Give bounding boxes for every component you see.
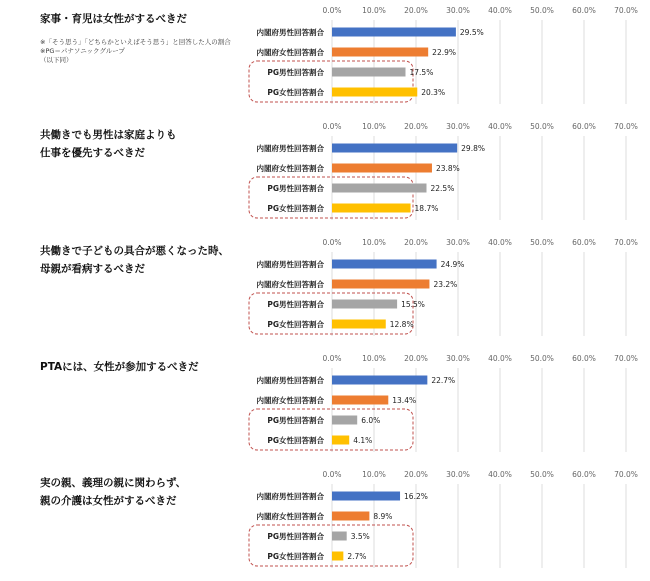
- x-tick-label: 10.0%: [362, 6, 386, 15]
- x-tick-label: 0.0%: [322, 354, 342, 363]
- x-tick-label: 20.0%: [404, 238, 428, 247]
- data-label: 20.3%: [421, 88, 446, 97]
- category-label: PG男性回答割合: [267, 68, 324, 77]
- data-label: 12.8%: [389, 320, 414, 329]
- bar-chart: [0, 0, 650, 112]
- category-label: PG女性回答割合: [267, 436, 324, 445]
- category-label: PG男性回答割合: [267, 184, 324, 193]
- chart-title: 家事・育児は女性がするべきだ: [40, 13, 187, 25]
- data-label: 2.7%: [347, 552, 367, 561]
- category-label: PG男性回答割合: [267, 300, 324, 309]
- bar: [332, 260, 437, 269]
- data-label: 29.8%: [461, 144, 485, 153]
- x-tick-label: 70.0%: [614, 122, 638, 131]
- category-label: PG男性回答割合: [267, 416, 324, 425]
- data-label: 17.5%: [409, 68, 434, 77]
- chart-panel-5: [0, 464, 650, 576]
- category-label: PG女性回答割合: [267, 204, 324, 213]
- category-label: 内閣府女性回答割合: [256, 396, 324, 405]
- x-tick-label: 70.0%: [614, 238, 638, 247]
- x-tick-label: 20.0%: [404, 354, 428, 363]
- chart-title: 共働きで子どもの具合が悪くなった時、 母親が看病するべきだ: [40, 245, 229, 275]
- bar: [332, 376, 427, 385]
- bar: [332, 88, 417, 97]
- bar: [332, 204, 411, 213]
- bar: [332, 184, 427, 193]
- bar: [332, 492, 400, 501]
- bar: [332, 396, 388, 405]
- x-tick-label: 70.0%: [614, 354, 638, 363]
- category-label: 内閣府男性回答割合: [256, 28, 324, 37]
- x-tick-label: 60.0%: [572, 6, 596, 15]
- bar: [332, 48, 428, 57]
- category-label: 内閣府男性回答割合: [256, 144, 324, 153]
- bar-chart: [0, 348, 650, 460]
- data-label: 22.5%: [430, 184, 455, 193]
- x-tick-label: 30.0%: [446, 470, 470, 479]
- x-tick-label: 30.0%: [446, 238, 470, 247]
- x-tick-label: 20.0%: [404, 122, 428, 131]
- x-tick-label: 0.0%: [322, 6, 342, 15]
- data-label: 22.7%: [431, 376, 456, 385]
- bar-chart: [0, 232, 650, 344]
- category-label: 内閣府女性回答割合: [256, 48, 324, 57]
- bar: [332, 320, 386, 329]
- category-label: 内閣府男性回答割合: [256, 376, 324, 385]
- x-tick-label: 10.0%: [362, 354, 386, 363]
- x-tick-label: 60.0%: [572, 238, 596, 247]
- x-tick-label: 10.0%: [362, 470, 386, 479]
- category-label: PG男性回答割合: [267, 532, 324, 541]
- chart-panel-4: [0, 348, 650, 460]
- data-label: 18.7%: [414, 204, 439, 213]
- x-tick-label: 20.0%: [404, 6, 428, 15]
- chart-title: PTAには、女性が参加するべきだ: [40, 361, 199, 373]
- bar: [332, 300, 397, 309]
- data-label: 8.9%: [373, 512, 393, 521]
- category-label: 内閣府女性回答割合: [256, 512, 324, 521]
- bar: [332, 416, 357, 425]
- data-label: 15.5%: [401, 300, 425, 309]
- bar: [332, 68, 406, 77]
- x-tick-label: 10.0%: [362, 122, 386, 131]
- bar: [332, 28, 456, 37]
- x-tick-label: 30.0%: [446, 6, 470, 15]
- bar: [332, 144, 457, 153]
- x-tick-label: 40.0%: [488, 238, 512, 247]
- x-tick-label: 60.0%: [572, 354, 596, 363]
- category-label: PG女性回答割合: [267, 552, 324, 561]
- data-label: 6.0%: [361, 416, 381, 425]
- data-label: 22.9%: [432, 48, 457, 57]
- x-tick-label: 10.0%: [362, 238, 386, 247]
- footnote: ※「そう思う」「どちらかといえばそう思う」と回答した人の割合 ※PG＝パナソニックグループ （以下同）: [40, 38, 231, 64]
- data-label: 24.9%: [440, 260, 465, 269]
- x-tick-label: 70.0%: [614, 470, 638, 479]
- x-tick-label: 60.0%: [572, 122, 596, 131]
- data-label: 16.2%: [404, 492, 428, 501]
- x-tick-label: 50.0%: [530, 6, 554, 15]
- x-tick-label: 0.0%: [322, 122, 342, 131]
- bar-chart: [0, 464, 650, 576]
- x-tick-label: 60.0%: [572, 470, 596, 479]
- category-label: PG女性回答割合: [267, 320, 324, 329]
- category-label: 内閣府女性回答割合: [256, 164, 324, 173]
- x-tick-label: 0.0%: [322, 470, 342, 479]
- data-label: 13.4%: [392, 396, 417, 405]
- bar: [332, 512, 369, 521]
- data-label: 3.5%: [350, 532, 370, 541]
- bar: [332, 164, 432, 173]
- x-tick-label: 50.0%: [530, 354, 554, 363]
- data-label: 4.1%: [353, 436, 373, 445]
- x-axis: [322, 470, 637, 568]
- chart-panel-2: [0, 116, 650, 228]
- category-label: 内閣府男性回答割合: [256, 260, 324, 269]
- x-tick-label: 20.0%: [404, 470, 428, 479]
- bar: [332, 436, 349, 445]
- x-tick-label: 40.0%: [488, 6, 512, 15]
- x-tick-label: 30.0%: [446, 122, 470, 131]
- x-tick-label: 40.0%: [488, 122, 512, 131]
- x-tick-label: 50.0%: [530, 122, 554, 131]
- data-label: 23.8%: [435, 164, 460, 173]
- bar: [332, 280, 429, 289]
- chart-panel-3: [0, 232, 650, 344]
- chart-panel-1: [0, 0, 650, 112]
- chart-title: 共働きでも男性は家庭よりも 仕事を優先するべきだ: [40, 129, 177, 159]
- category-label: 内閣府男性回答割合: [256, 492, 324, 501]
- chart-title: 実の親、義理の親に関わらず、 親の介護は女性がするべきだ: [40, 477, 187, 507]
- x-tick-label: 0.0%: [322, 238, 342, 247]
- x-tick-label: 30.0%: [446, 354, 470, 363]
- data-label: 23.2%: [433, 280, 458, 289]
- category-label: PG女性回答割合: [267, 88, 324, 97]
- bar-chart: [0, 116, 650, 228]
- data-label: 29.5%: [459, 28, 484, 37]
- x-tick-label: 40.0%: [488, 354, 512, 363]
- bar: [332, 552, 343, 561]
- bar: [332, 532, 347, 541]
- x-tick-label: 50.0%: [530, 238, 554, 247]
- category-label: 内閣府女性回答割合: [256, 280, 324, 289]
- x-tick-label: 50.0%: [530, 470, 554, 479]
- x-tick-label: 40.0%: [488, 470, 512, 479]
- x-tick-label: 70.0%: [614, 6, 638, 15]
